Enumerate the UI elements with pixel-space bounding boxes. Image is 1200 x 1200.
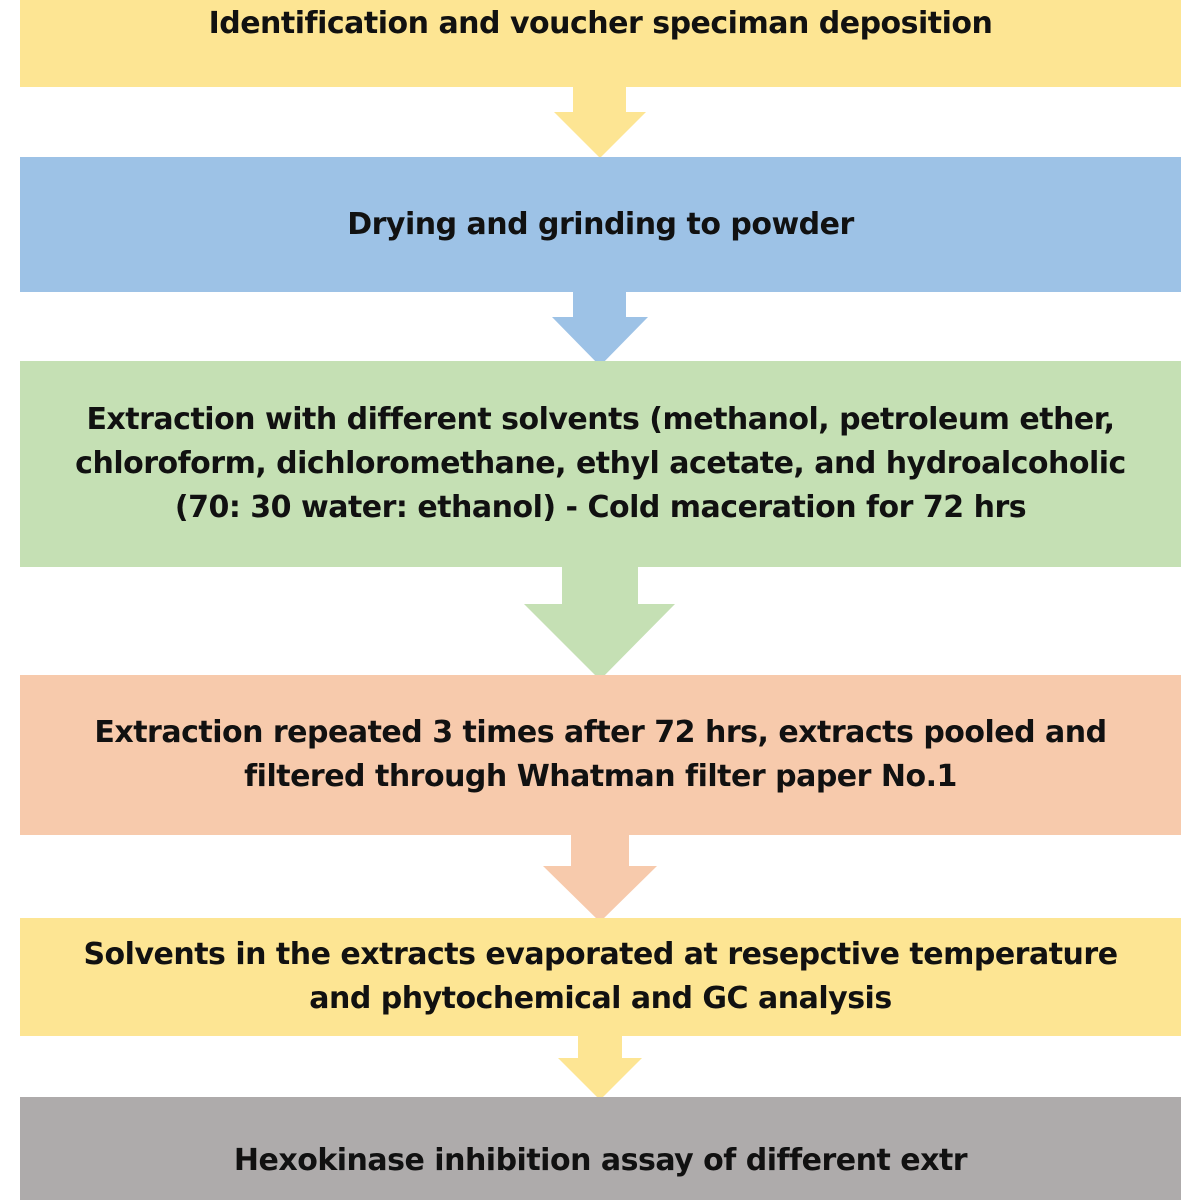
arrow-step4-to-step5 xyxy=(543,835,657,922)
arrow-step1-to-step2 xyxy=(554,87,646,158)
step-solvent-extraction xyxy=(20,361,1181,567)
step-identification-label: Identification and voucher speciman deposition xyxy=(208,6,993,41)
step-repeated-extraction-label: Extraction repeated 3 times after 72 hrs, extracts pooled and filtered through Whatman filter paper No.1 xyxy=(94,715,1107,794)
arrow-step3-to-step4 xyxy=(524,567,675,680)
step-solvent-extraction-label: Extraction with different solvents (methanol, petroleum ether, chloroform, dichloromethane, ethyl acetate, and hydroalcoholic (70: 30 water: ethanol) - Cold maceration for 72 hrs xyxy=(75,402,1126,525)
step-evaporation-analysis xyxy=(20,918,1181,1036)
step-repeated-extraction xyxy=(20,675,1181,835)
step-identification xyxy=(20,0,1181,87)
step-hexokinase-assay-label: Hexokinase inhibition assay of different extr xyxy=(233,1143,968,1178)
step-hexokinase-assay xyxy=(20,1097,1181,1200)
arrow-step2-to-step3 xyxy=(552,292,648,366)
step-drying-label: Drying and grinding to powder xyxy=(347,206,854,242)
step-drying xyxy=(20,157,1181,292)
arrow-step5-to-step6 xyxy=(558,1036,642,1100)
step-evaporation-analysis-label: Solvents in the extracts evaporated at resepctive temperature and phytochemical and GC analysis xyxy=(83,937,1118,1016)
